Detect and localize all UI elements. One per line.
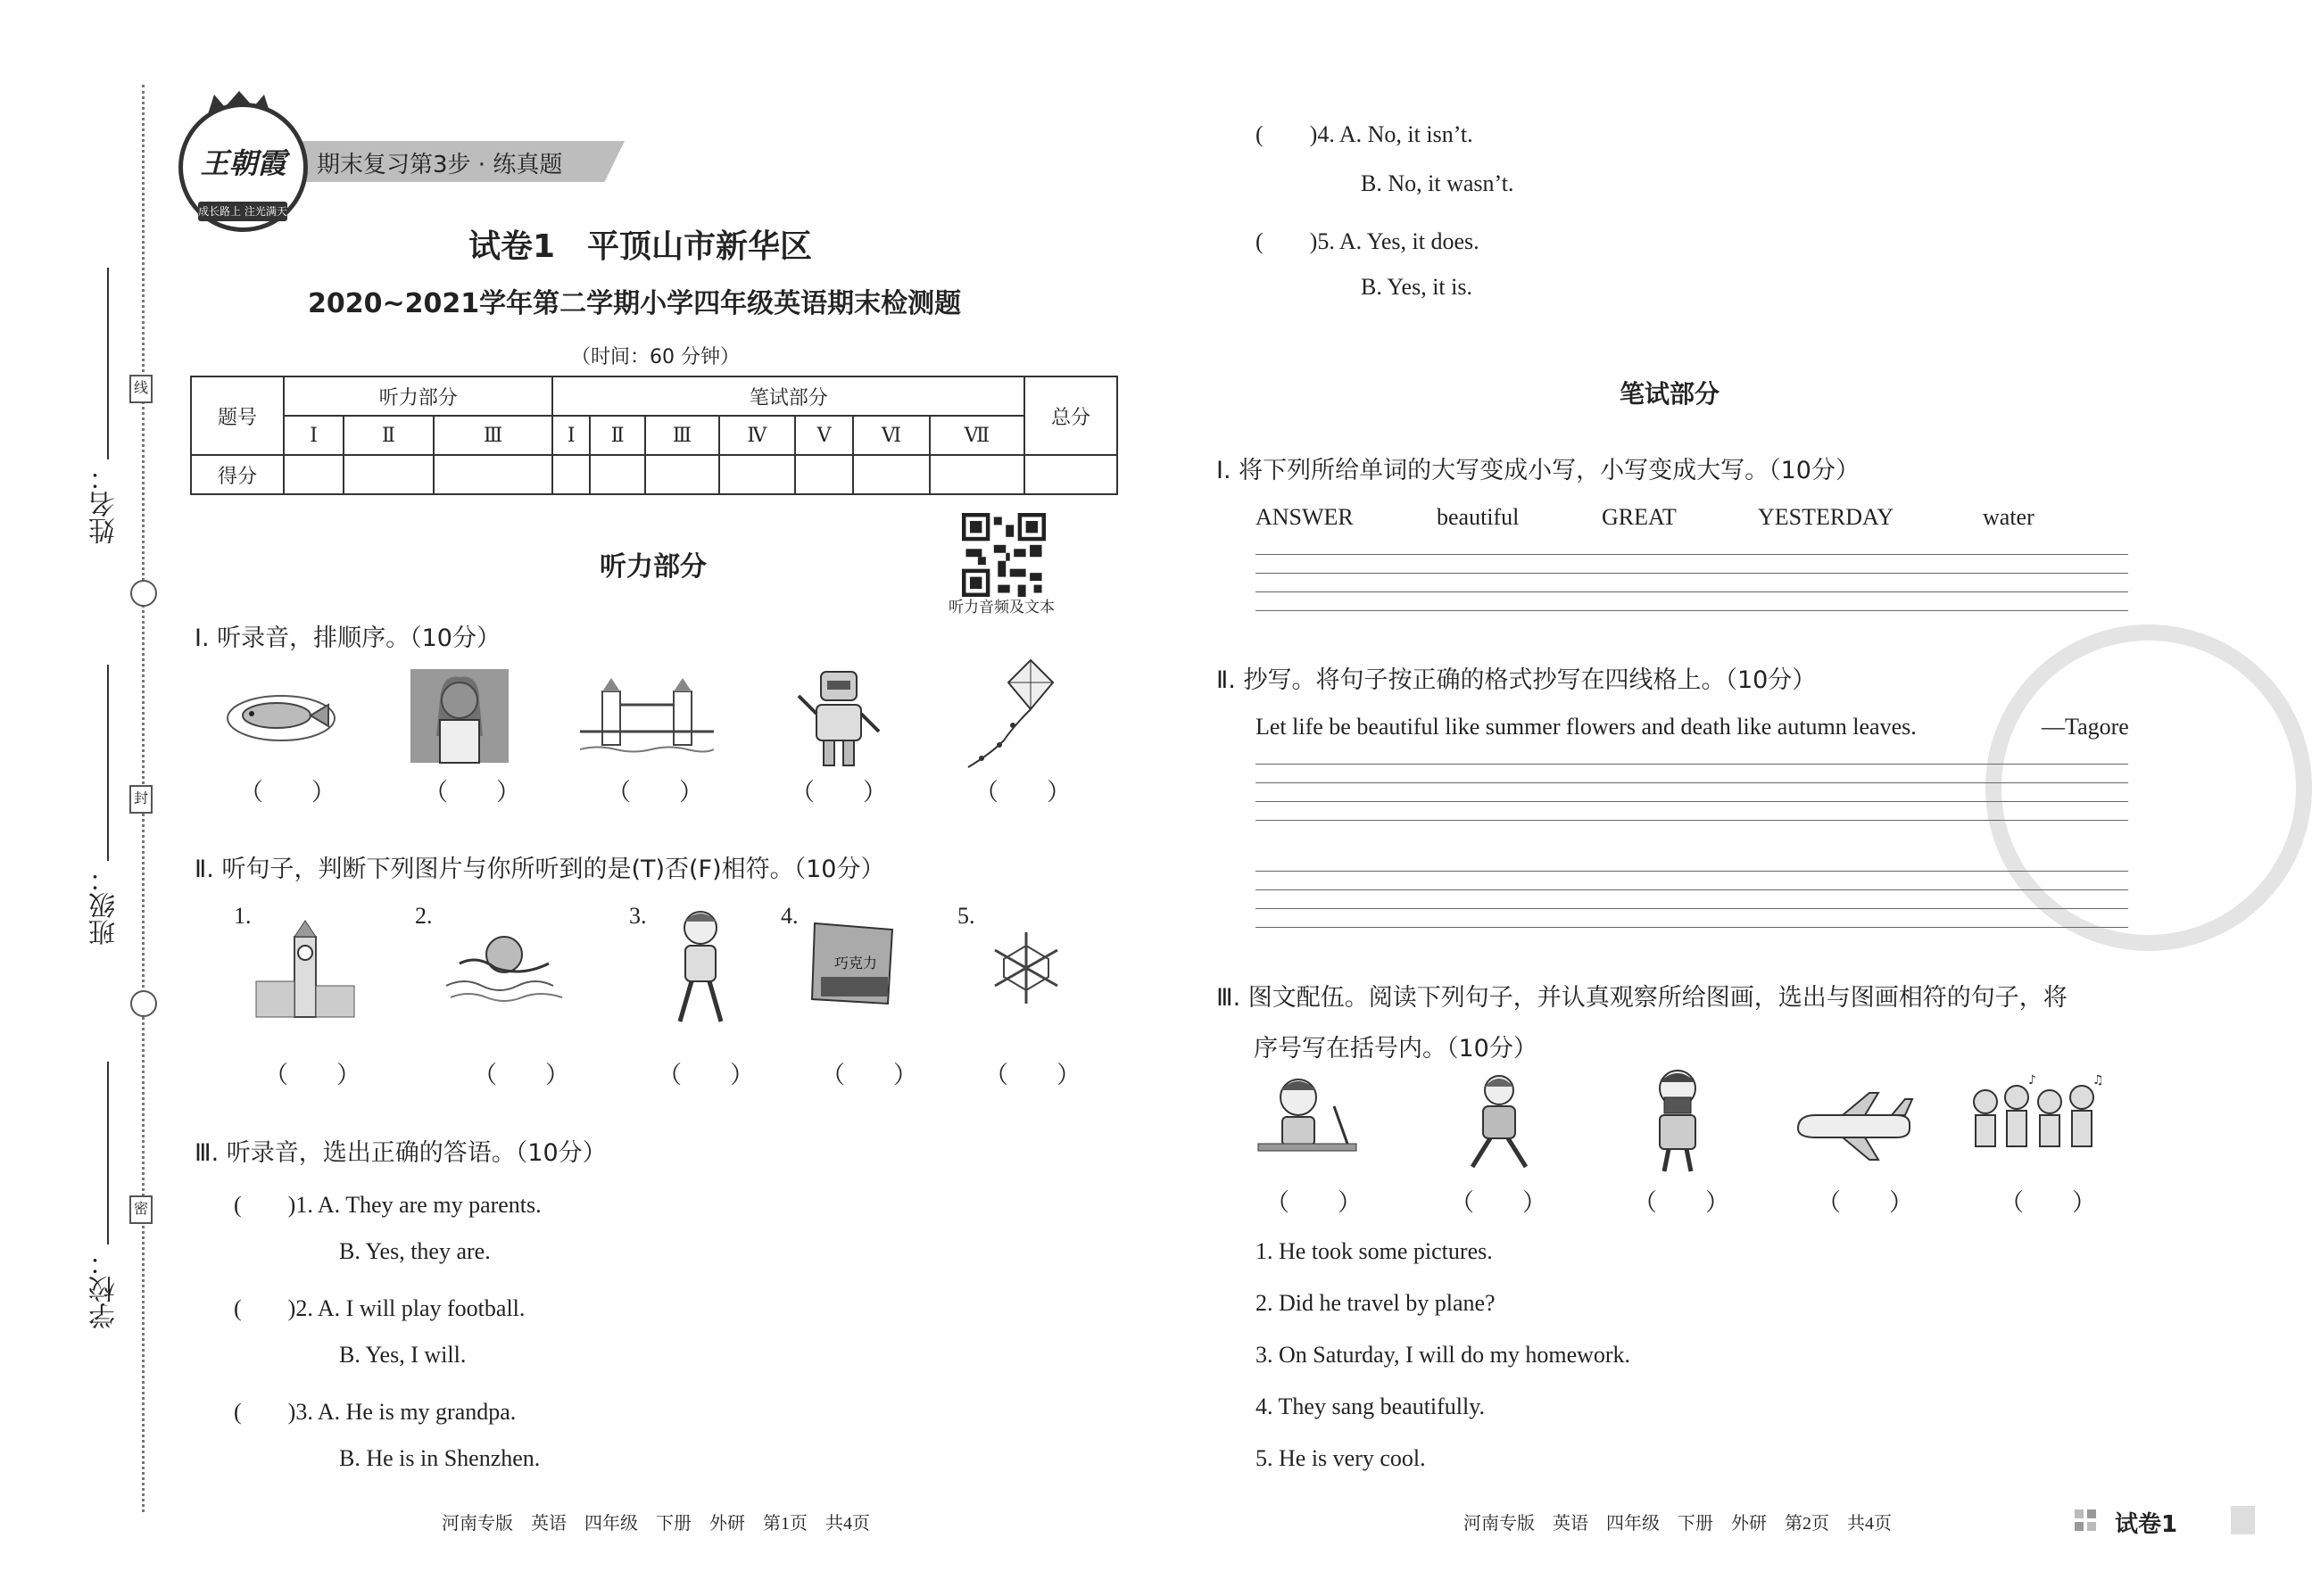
copy-sentence: Let life be beautiful like summer flowers and death like autumn leaves. — [1255, 714, 1917, 740]
match-sentence-1: 1. He took some pictures. — [1255, 1238, 1493, 1264]
score-cell[interactable] — [645, 455, 719, 494]
school-label: 学校： — [89, 1249, 120, 1329]
score-col: Ⅳ — [719, 416, 795, 455]
answer-paren[interactable]: （ ） — [473, 1062, 569, 1089]
grid-line — [1255, 610, 2128, 611]
watermark-seal — [1985, 624, 2312, 951]
match-sentence-2: 2. Did he travel by plane? — [1255, 1290, 1496, 1316]
answer-paren[interactable]: （ ） — [424, 779, 520, 806]
big-ben-illustration — [252, 919, 359, 1026]
answer-paren[interactable]: （ ） — [1265, 1189, 1362, 1217]
boy-walking-illustration — [660, 906, 741, 1030]
question-4: ( )4. A. No, it isn’t. — [1255, 121, 1473, 147]
answer-paren[interactable]: （ ） — [1450, 1189, 1546, 1217]
score-col: Ⅲ — [434, 416, 553, 455]
word-4: YESTERDAY — [1758, 504, 1894, 530]
boy-skating-illustration — [1454, 1071, 1544, 1178]
grid-line — [1255, 871, 2128, 872]
score-col: Ⅶ — [930, 416, 1024, 455]
girl-illustration — [406, 665, 513, 772]
answer-paren[interactable]: （ ） — [791, 779, 887, 806]
word-3: GREAT — [1602, 504, 1677, 530]
airplane-icon — [1789, 1088, 1914, 1164]
question-2: ( )2. A. I will play football. — [234, 1295, 526, 1321]
class-field-line[interactable] — [107, 665, 109, 861]
answer-paren[interactable]: （ ） — [821, 1062, 917, 1089]
question-5: ( )5. A. Yes, it does. — [1255, 228, 1479, 254]
kite-illustration — [959, 656, 1057, 772]
paper-title: 试卷1 平顶山市新华区 — [468, 228, 813, 265]
class-label: 班级： — [89, 865, 120, 946]
writing-s2-title: Ⅱ. 抄写。将句子按正确的格式抄写在四线格上。（10分） — [1216, 666, 1817, 694]
item-number: 3. — [629, 903, 647, 929]
kids-singing-illustration — [1968, 1073, 2104, 1169]
answer-paren[interactable]: （ ） — [239, 779, 336, 806]
writing-heading: 笔试部分 — [1620, 379, 1720, 409]
answer-paren[interactable]: （ ） — [984, 1062, 1081, 1089]
score-table-col-title: 题号 — [191, 376, 284, 455]
fish-plate-illustration — [223, 678, 339, 749]
grid-line — [1255, 820, 2128, 821]
question-1-option-b: B. Yes, they are. — [339, 1238, 491, 1264]
score-cell[interactable] — [853, 455, 930, 494]
answer-paren[interactable]: （ ） — [974, 779, 1071, 806]
svg-text:♪: ♪ — [2028, 1073, 2036, 1087]
word-1: ANSWER — [1255, 504, 1354, 530]
score-col: Ⅰ — [284, 416, 344, 455]
grid-line — [1255, 591, 2128, 592]
score-cell[interactable] — [930, 455, 1024, 494]
score-cell[interactable] — [1024, 455, 1117, 494]
answer-paren[interactable]: （ ） — [264, 1062, 360, 1089]
writing-s3-title: Ⅲ. 图文配伍。阅读下列句子，并认真观察所给图画，选出与图画相符的句子，将 — [1216, 984, 2068, 1012]
score-cell[interactable] — [284, 455, 344, 494]
binding-hole — [130, 580, 157, 607]
time-limit: （时间：60 分钟） — [571, 346, 740, 368]
question-5-option-b: B. Yes, it is. — [1361, 274, 1472, 300]
snowflake-icon — [986, 928, 1066, 1008]
boy-camera-illustration — [1637, 1066, 1718, 1173]
paper-tag: 试卷1 — [2115, 1511, 2178, 1538]
grid-line — [1255, 801, 2128, 802]
chocolate-label: 巧克力 — [834, 955, 878, 972]
score-cell[interactable] — [434, 455, 553, 494]
item-number: 4. — [781, 903, 799, 929]
score-cell[interactable] — [795, 455, 853, 494]
grid-line — [1255, 573, 2128, 574]
footer-left: 河南专版 英语 四年级 下册 外研 第1页 共4页 — [442, 1514, 870, 1534]
score-table — [190, 376, 1118, 495]
school-field-line[interactable] — [107, 1062, 109, 1245]
listening-s3-title: Ⅲ. 听录音，选出正确的答语。（10分） — [195, 1139, 607, 1167]
listening-s1-title: Ⅰ. 听录音，排顺序。（10分） — [195, 624, 501, 652]
score-col: Ⅰ — [552, 416, 590, 455]
answer-paren[interactable]: （ ） — [607, 779, 703, 806]
question-2-option-b: B. Yes, I will. — [339, 1342, 467, 1368]
review-banner-text: 期末复习第3步 · 练真题 — [317, 152, 563, 178]
grid-line — [1255, 554, 2128, 555]
answer-paren[interactable]: （ ） — [1633, 1189, 1729, 1217]
grid-line — [1255, 764, 2128, 765]
listening-heading: 听力部分 — [600, 551, 707, 583]
binding-hole — [130, 990, 157, 1017]
score-cell[interactable] — [552, 455, 590, 494]
score-col: Ⅱ — [590, 416, 645, 455]
qr-code-icon[interactable] — [962, 513, 1046, 597]
question-1: ( )1. A. They are my parents. — [234, 1192, 542, 1218]
seal-char-xian: 线 — [129, 375, 153, 403]
qr-caption: 听力音频及文本 — [949, 599, 1055, 616]
answer-paren[interactable]: （ ） — [658, 1062, 754, 1089]
paper-subtitle: 2020~2021学年第二学期小学四年级英语期末检测题 — [308, 288, 962, 319]
grid-line — [1255, 908, 2128, 909]
tower-bridge-illustration — [580, 674, 714, 763]
score-table-total: 总分 — [1024, 376, 1117, 455]
brand-name: 王朝霞 — [200, 147, 286, 179]
brand-ribbon: 成长路上 注光满天 — [198, 202, 287, 221]
writing-s1-title: Ⅰ. 将下列所给单词的大写变成小写，小写变成大写。（10分） — [1216, 457, 1860, 484]
score-col: Ⅴ — [795, 416, 853, 455]
item-number: 5. — [957, 903, 975, 929]
swimmer-illustration — [442, 928, 567, 1008]
score-cell[interactable] — [344, 455, 433, 494]
score-col: Ⅵ — [853, 416, 930, 455]
score-cell[interactable] — [590, 455, 645, 494]
name-label: 姓名： — [89, 464, 120, 544]
question-4-option-b: B. No, it wasn’t. — [1361, 170, 1514, 196]
seal-char-mi: 密 — [129, 1195, 153, 1224]
item-number: 2. — [415, 903, 433, 929]
corner-tab — [2231, 1506, 2255, 1534]
word-2: beautiful — [1437, 504, 1520, 530]
match-sentence-3: 3. On Saturday, I will do my homework. — [1255, 1342, 1631, 1368]
grid-line — [1255, 782, 2128, 783]
boy-homework-illustration — [1254, 1071, 1361, 1173]
score-row-label: 得分 — [191, 455, 284, 494]
grid-line — [1255, 889, 2128, 890]
listening-s2-title: Ⅱ. 听句子，判断下列图片与你所听到的是(T)否(F)相符。（10分） — [195, 856, 885, 883]
svg-text:♫: ♫ — [2092, 1073, 2104, 1087]
word-5: water — [1983, 504, 2034, 530]
grid-squares-icon — [2075, 1508, 2110, 1534]
robot-illustration — [790, 665, 888, 772]
score-col: Ⅱ — [344, 416, 433, 455]
question-3: ( )3. A. He is my grandpa. — [234, 1399, 517, 1425]
chocolate-illustration — [808, 919, 901, 1013]
sentence-author: —Tagore — [2042, 714, 2129, 740]
score-table-writing: 笔试部分 — [552, 376, 1024, 416]
name-field-line[interactable] — [107, 268, 109, 459]
seal-char-feng: 封 — [129, 785, 153, 814]
score-col: Ⅲ — [645, 416, 719, 455]
item-number: 1. — [234, 903, 252, 929]
match-sentence-5: 5. He is very cool. — [1255, 1445, 1426, 1471]
answer-paren[interactable]: （ ） — [2000, 1189, 2096, 1217]
score-table-listening: 听力部分 — [284, 376, 552, 416]
question-3-option-b: B. He is in Shenzhen. — [339, 1445, 541, 1471]
match-sentence-4: 4. They sang beautifully. — [1255, 1393, 1486, 1419]
answer-paren[interactable]: （ ） — [1817, 1189, 1913, 1217]
footer-right: 河南专版 英语 四年级 下册 外研 第2页 共4页 — [1463, 1514, 1892, 1534]
grid-line — [1255, 927, 2128, 928]
score-cell[interactable] — [719, 455, 795, 494]
writing-s3-title-cont: 序号写在括号内。（10分） — [1254, 1035, 1537, 1063]
